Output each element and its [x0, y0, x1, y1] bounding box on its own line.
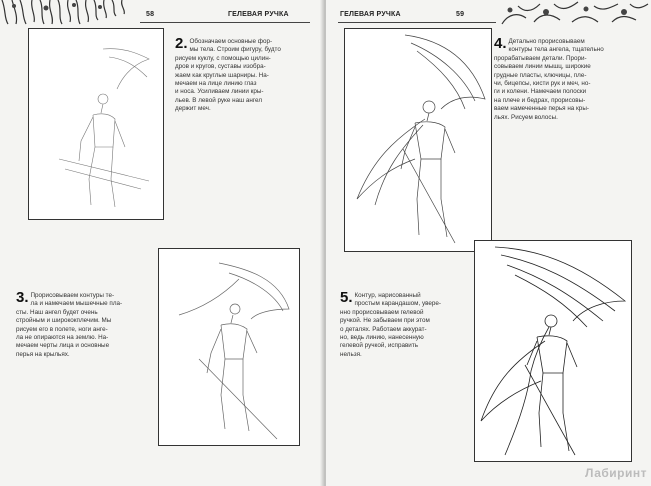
step-number: 2. — [175, 35, 188, 52]
step-5 — [340, 289, 472, 359]
right-page — [326, 0, 651, 486]
page-number: 58 — [146, 11, 155, 18]
step-number: 3. — [16, 289, 29, 306]
step-number: 5. — [340, 289, 353, 306]
running-title: ГЕЛЕВАЯ РУЧКА — [340, 11, 401, 18]
angel-sketch-step3 — [159, 249, 299, 445]
left-header — [0, 0, 323, 26]
figure-step5 — [474, 240, 632, 462]
step-text: Прорисовываем контуры те- ла и намечаем мышечные пла- сты. Наш ангел будет очень стройным и ширококплечим. Мы рисуем его в полете, ноги анге- ла не опираются на землю. На- мечаем черты лица и основные перья на крыльях. — [16, 292, 123, 358]
step-4 — [494, 35, 644, 122]
header-ornament-right — [498, 0, 651, 26]
figure-step4 — [344, 28, 492, 252]
step-2 — [175, 35, 315, 114]
step-text: Детально прорисовываем контуры тела ангела, тщательно прорабатываем детали. Прори- совываем линии мышц, широкие грудные пласты, ключицы, пле- чи, бицепсы, кисти рук и меч, но- ги и колени. Намечаем полоски на плече и бедрах, прорисовы- ваем намеченные перья на кры- льях. Рисуем волосы. — [494, 38, 604, 121]
header-rule — [338, 22, 496, 23]
page-number: 59 — [456, 11, 465, 18]
figure-step2 — [28, 28, 164, 220]
left-page — [0, 0, 323, 486]
step-text: Обозначаем основные фор- мы тела. Строим фигуру, будто рисуем куклу, с помощью цилин- дров и кругов, суставы изобра- жаем как круглые шарниры. На- мечаем на лице линию глаз и носа. Усиливаем линии кры- льев. В левой руке наш ангел держит меч. — [175, 38, 281, 113]
running-title: ГЕЛЕВАЯ РУЧКА — [228, 11, 289, 18]
header-rule — [140, 22, 310, 23]
step-text: Контур, нарисованный простым карандашом, увере- нно прорисовываем гелевой ручкой. Не забываем при этом о деталях. Работаем аккурат- но, ведь линию, нанесенную гелевой ручкой, исправить нельзя. — [340, 292, 442, 358]
watermark-logo: Лабиринт — [584, 466, 647, 480]
header-ornament-left — [0, 0, 130, 26]
angel-sketch-step5 — [475, 241, 631, 461]
angel-sketch-step4 — [345, 29, 491, 251]
step-number: 4. — [494, 35, 507, 52]
right-header — [326, 0, 651, 26]
step-3 — [16, 289, 152, 359]
angel-sketch-step2 — [29, 29, 163, 219]
figure-step3 — [158, 248, 300, 446]
